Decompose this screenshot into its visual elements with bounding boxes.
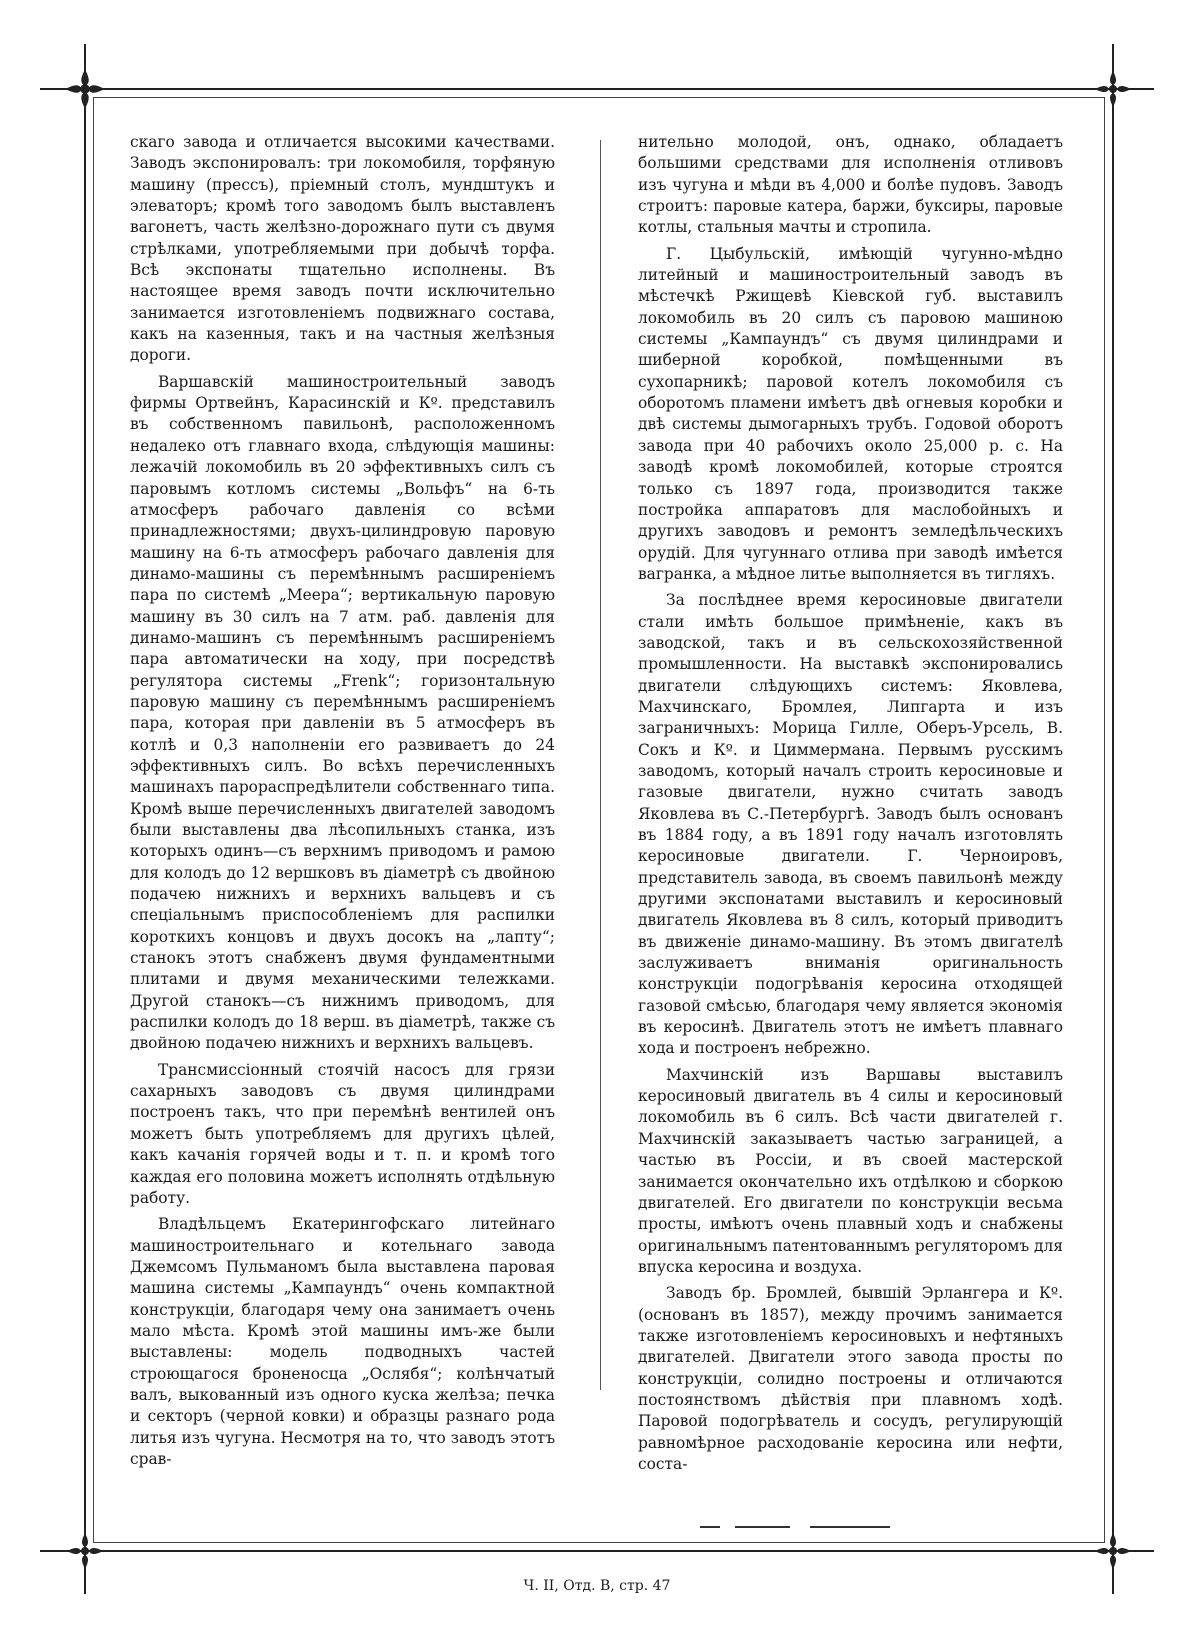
paragraph: Г. Цыбульскій, имѣющій чугунно-мѣдно литейный и машиностроительный заводъ въ мѣстечкѣ Ржищевѣ Кіевской губ. выставилъ локомобиль въ 20 силъ съ паровою машиною системы „Кампаундъ“ съ двумя цилиндрами и шиберной коробкой, помѣщенными въ сухопарникѣ; паровой котелъ локомобиля съ оборотомъ пламени имѣетъ двѣ огневыя коробки и двѣ системы дымогарныхъ трубъ. Годовой оборотъ завода при 40 рабочихъ около 25,000 р. с. На заводѣ кромѣ локомобилей, которые строятся только съ 1897 года, производится также постройка аппаратовъ для маслобойныхъ и другихъ заводовъ и ремонтъ земледѣльческихъ орудій. Для чугуннаго отлива при заводѣ имѣется вагранка, а мѣдное литье выполняется въ тигляхъ. <box>638 244 1063 583</box>
bottom-dash <box>735 1526 790 1528</box>
paragraph: Заводъ бр. Бромлей, бывшій Эрлангера и Кº. (основанъ въ 1857), между прочимъ занимается также изготовленіемъ керосиновыхъ и нефтяныхъ двигателей. Двигатели этого завода просты по конструкціи, солидно построены и отличаются постоянствомъ дѣйствія при плавномъ ходѣ. Паровой подогрѣватель и сосудъ, регулирующій равномѣрное расходованіе керосина или нефти, соста- <box>638 1284 1063 1473</box>
corner-ornament-icon <box>63 1529 107 1573</box>
paragraph: Варшавскій машиностроительный заводъ фирмы Ортвейнъ, Карасинскій и Кº. представилъ въ собственномъ павильонѣ, расположенномъ недалеко отъ главнаго входа, слѣдующія машины: лежачій локомобиль въ 20 эффективныхъ силъ съ паровымъ котломъ системы „Вольфъ“ на 6-ть атмосферъ рабочаго давленія со всѣми принадлежностями; двухъ-цилиндровую паровую машину на 6-ть атмосферъ рабочаго давленія для динамо-машины съ перемѣннымъ расширеніемъ пара по системѣ „Меера“; вертикальную паровую машину въ 30 силъ на 7 атм. раб. давленія для динамо-машинъ съ перемѣннымъ расширеніемъ пара автоматически на ходу, при посредствѣ регулятора системы „Frenk“; горизонтальную паровую машину съ перемѣннымъ расширеніемъ пара, которая при давленіи въ 5 атмосферъ въ котлѣ и 0,3 наполненіи его развиваетъ до 24 эффективныхъ силъ. Во всѣхъ перечисленныхъ машинахъ парораспредѣлители собственнаго типа. Кромѣ выше перечисленныхъ двигателей заводомъ были выставлены два лѣсопильныхъ станка, изъ которыхъ одинъ—съ верхнимъ приводомъ и рамою для колодъ до 12 вершковъ въ діаметрѣ съ двойною подачею нижнихъ и верхнихъ вальцевъ и съ спеціальнымъ приспособленіемъ для распилки короткихъ концовъ и двухъ досокъ на „лапту“; станокъ этотъ снабженъ двумя фундаментными плитами и двумя механическими тележками. Другой станокъ—съ нижнимъ приводомъ, для распилки колодъ до 18 верш. въ діаметрѣ, также съ двойною подачею нижнихъ и верхнихъ вальцевъ. <box>130 372 555 1053</box>
paragraph: За послѣднее время керосиновые двигатели стали имѣть большое примѣненіе, какъ въ заводской, такъ и въ сельскохозяйственной промышленности. На выставкѣ экспонировались двигатели слѣдующихъ системъ: Яковлева, Махчинскаго, Бромлея, Липгарта и изъ заграничныхъ: Морица Гилле, Оберъ-Урсель, В. Сокъ и Кº. и Циммермана. Первымъ русскимъ заводомъ, который началъ строить керосиновые и газовые двигатели, нужно считать заводъ Яковлева въ С.-Петербургѣ. Заводъ былъ основанъ въ 1884 году, а въ 1891 году началъ изготовлять керосиновые двигатели. Г. Черноировъ, представитель завода, въ своемъ павильонѣ между другими экспонатами выставилъ и керосиновый двигатель Яковлева въ 8 силъ, который приводитъ въ движеніе динамо-машину. Въ этомъ двигателѣ заслуживаетъ вниманія оригинальность конструкціи подогрѣванія керосина отходящей газовой смѣсью, благодаря чему является экономія въ керосинѣ. Двигатель этотъ не имѣетъ плавнаго хода и построенъ небрежно. <box>638 591 1063 1058</box>
paragraph: Владѣльцемъ Екатерингофскаго литейнаго машиностроительнаго и котельнаго завода Джемсомъ Пульманомъ была выставлена паровая машина системы „Кампаундъ“ очень компактной конструкціи, благодаря чему она занимаетъ очень мало мѣста. Кромѣ этой машины имъ-же были выставлены: модель подводныхъ частей строющагося броненосца „Ослябя“; колѣнчатый валъ, выкованный изъ одного куска желѣза; печка и секторъ (черной ковки) и образцы разнаго рода литья изъ чугуна. Несмотря на то, что заводъ этотъ срав- <box>130 1215 555 1468</box>
paragraph: нительно молодой, онъ, однако, обладаетъ большими средствами для исполненія отливовъ изъ чугуна и мѣди въ 4,000 и болѣе пудовъ. Заводъ строитъ: паровые катера, баржи, буксиры, паровые котлы, стальныя мачты и стропила. <box>638 133 1063 237</box>
page-footer: Ч. II, Отд. В, стр. 47 <box>523 1578 671 1594</box>
column-divider <box>600 140 601 1390</box>
paragraph: Махчинскій изъ Варшавы выставилъ керосиновый двигатель въ 4 силы и керосиновый локомобиль въ 6 силъ. Всѣ части двигателей г. Махчинскій заказываетъ частью заграницей, а частью въ Россіи, и въ своей мастерской занимается окончательно ихъ отдѣлкою и сборкою двигателей. Его двигатели по конструкціи весьма просты, имѣютъ очень плавный ходъ и снабжены оригинальнымъ патентованнымъ регуляторомъ для впуска керосина и воздуха. <box>638 1065 1063 1276</box>
corner-ornament-icon <box>1091 67 1135 111</box>
corner-ornament-icon <box>1091 1529 1135 1573</box>
bottom-dash <box>700 1526 720 1528</box>
paragraph: скаго завода и отличается высокими качествами. Заводъ экспонировалъ: три локомобиля, торфяную машину (прессъ), пріемный столъ, мундштукъ и элеваторъ; кромѣ того заводомъ былъ выставленъ вагонетъ, часть желѣзно-дорожнаго пути съ двумя стрѣлками, употребляемыми при добычѣ торфа. Всѣ экспонаты тщательно исполнены. Въ настоящее время заводъ почти исключительно занимается изготовленіемъ подвижнаго состава, какъ на казенныя, такъ и на частныя желѣзныя дороги. <box>130 133 555 365</box>
left-column <box>130 132 555 1470</box>
bottom-dash <box>810 1526 890 1528</box>
paragraph: Трансмиссіонный стоячій насосъ для грязи сахарныхъ заводовъ съ двумя цилиндрами построенъ такъ, что при перемѣнѣ вентилей онъ можетъ быть употребляемъ для другихъ цѣлей, какъ качанія горячей воды и т. п. и кромѣ того каждая его половина можетъ исполнять отдѣльную работу. <box>130 1060 555 1207</box>
corner-ornament-icon <box>63 67 107 111</box>
right-column <box>638 132 1063 1475</box>
